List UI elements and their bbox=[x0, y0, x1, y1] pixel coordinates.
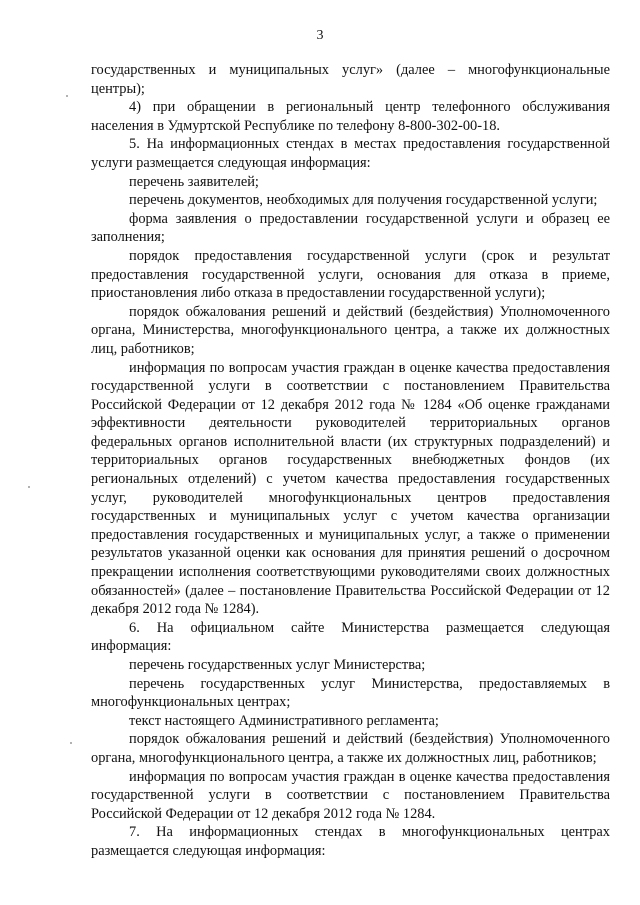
page-number: 3 bbox=[316, 28, 324, 43]
document-body bbox=[91, 61, 610, 861]
paragraph-14: порядок обжалования решений и действий (бездействия) Уполномоченного органа, многофункционального центра, а также их должностных лиц, работников; bbox=[91, 731, 610, 766]
paragraph-1: государственных и муниципальных услуг» (далее – многофункциональные центры); bbox=[91, 62, 610, 97]
paragraph-12: перечень государственных услуг Министерства, предоставляемых в многофункциональных центрах; bbox=[91, 675, 610, 711]
scan-artifact bbox=[70, 742, 72, 744]
paragraph-4: перечень заявителей; bbox=[129, 173, 259, 190]
paragraph-8: порядок обжалования решений и действий (бездействия) Уполномоченного органа, Министерства, многофункционального центра, а также их должностных лиц, работников; bbox=[91, 303, 610, 357]
paragraph-5: перечень документов, необходимых для получения государственной услуги; bbox=[129, 192, 598, 209]
paragraph-13: текст настоящего Административного регламента; bbox=[129, 712, 439, 729]
paragraph-10: 6. На официальном сайте Министерства размещается следующая информация: bbox=[91, 619, 610, 655]
paragraph-15: информация по вопросам участия граждан в оценке качества предоставления государственной услуги в соответствии с постановлением Правительства Российской Федерации от 12 декабря 2012 года № 1284. bbox=[91, 768, 610, 822]
paragraph-11: перечень государственных услуг Министерства; bbox=[129, 657, 426, 673]
paragraph-7: порядок предоставления государственной услуги (срок и результат предоставления государственной услуги, основания для отказа в приеме, приостановления либо отказа в предоставлении государственной услуги); bbox=[91, 247, 610, 302]
scan-artifact bbox=[66, 95, 68, 97]
scan-artifact bbox=[28, 486, 30, 488]
paragraph-16: 7. На информационных стендах в многофункциональных центрах размещается следующая информация: bbox=[91, 824, 610, 859]
paragraph-6: форма заявления о предоставлении государственной услуги и образец ее заполнения; bbox=[91, 210, 610, 246]
paragraph-3: 5. На информационных стендах в местах предоставления государственной услуги размещается следующая информация: bbox=[91, 136, 610, 171]
paragraph-2: 4) при обращении в региональный центр телефонного обслуживания населения в Удмуртской Республике по телефону 8-800-302-00-18. bbox=[91, 99, 610, 134]
paragraph-9: информация по вопросам участия граждан в оценке качества предоставления государственной услуги в соответствии с постановлением Правительства Российской Федерации от 12 декабря 2012 года № 1284 «Об оценке гражданами эффективности деятельности руководителей территориальных органов федеральных органов исполнительной власти (их структурных подразделений) и территориальных органов государственных внебюджетных фондов (их региональных отделений) с учетом качества предоставления государственных услуг, руководителей многофункциональных центров предоставления государственных и муниципальных услуг с учетом качества организации предоставления государственных и муниципальных услуг, а также о применении результатов указанной оценки как основания для принятия решений о досрочном прекращении исполнения соответствующими руководителями своих должностных обязанностей» (далее – постановление Правительства Российской Федерации от 12 декабря 2012 года № 1284). bbox=[91, 359, 610, 618]
